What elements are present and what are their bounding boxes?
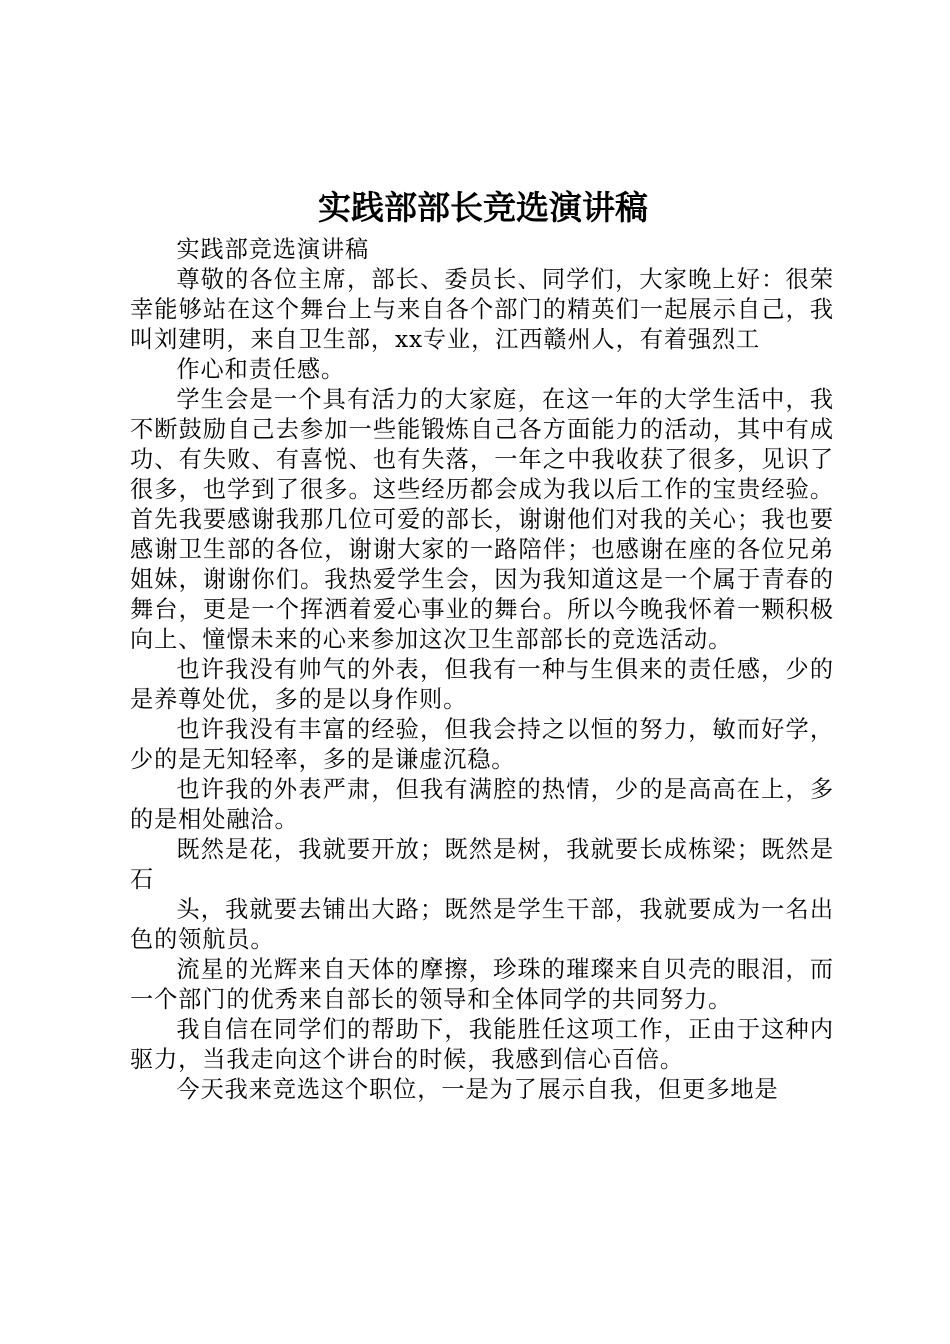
paragraph: 尊敬的各位主席，部长、委员长、同学们，大家晚上好：很荣幸能够站在这个舞台上与来自各个部门的精英们一起展示自己，我叫刘建明，来自卫生部，xx专业，江西赣州人，有着强烈工 [130,266,834,353]
paragraph: 实践部竞选演讲稿 [176,236,370,263]
paragraph: 作心和责任感。 [176,356,346,383]
paragraph: 也许我没有丰富的经验，但我会持之以恒的努力，敏而好学，少的是无知轻率，多的是谦虚沉稳。 [130,716,834,773]
paragraph: 流星的光辉来自天体的摩擦，珍珠的璀璨来自贝壳的眼泪，而一个部门的优秀来自部长的领导和全体同学的共同努力。 [130,956,834,1013]
paragraph: 头，我就要去铺出大路；既然是学生干部，我就要成为一名出色的领航员。 [130,896,834,953]
paragraph: 也许我没有帅气的外表，但我有一种与生俱来的责任感，少的是养尊处优，多的是以身作则。 [130,656,834,713]
document-body [130,235,834,1105]
paragraph: 既然是花，我就要开放；既然是树，我就要长成栋梁；既然是石 [130,836,834,893]
paragraph: 今天我来竞选这个职位，一是为了展示自我，但更多地是 [176,1076,779,1103]
paragraph: 也许我的外表严肃，但我有满腔的热情，少的是高高在上，多的是相处融洽。 [130,776,834,833]
document-title: 实践部部长竞选演讲稿 [318,188,648,227]
paragraph: 学生会是一个具有活力的大家庭，在这一年的大学生活中，我不断鼓励自己去参加一些能锻炼自己各方面能力的活动，其中有成功、有失败、有喜悦、也有失落，一年之中我收获了很多，见识了很多，也学到了很多。这些经历都会成为我以后工作的宝贵经验。首先我要感谢我那几位可爱的部长，谢谢他们对我的关心；我也要感谢卫生部的各位，谢谢大家的一路陪伴；也感谢在座的各位兄弟姐妹，谢谢你们。我热爱学生会，因为我知道这是一个属于青春的舞台，更是一个挥洒着爱心事业的舞台。所以今晚我怀着一颗积极向上、憧憬未来的心来参加这次卫生部部长的竞选活动。 [130,386,834,653]
paragraph: 我自信在同学们的帮助下，我能胜任这项工作，正由于这种内驱力，当我走向这个讲台的时候，我感到信心百倍。 [130,1016,834,1073]
